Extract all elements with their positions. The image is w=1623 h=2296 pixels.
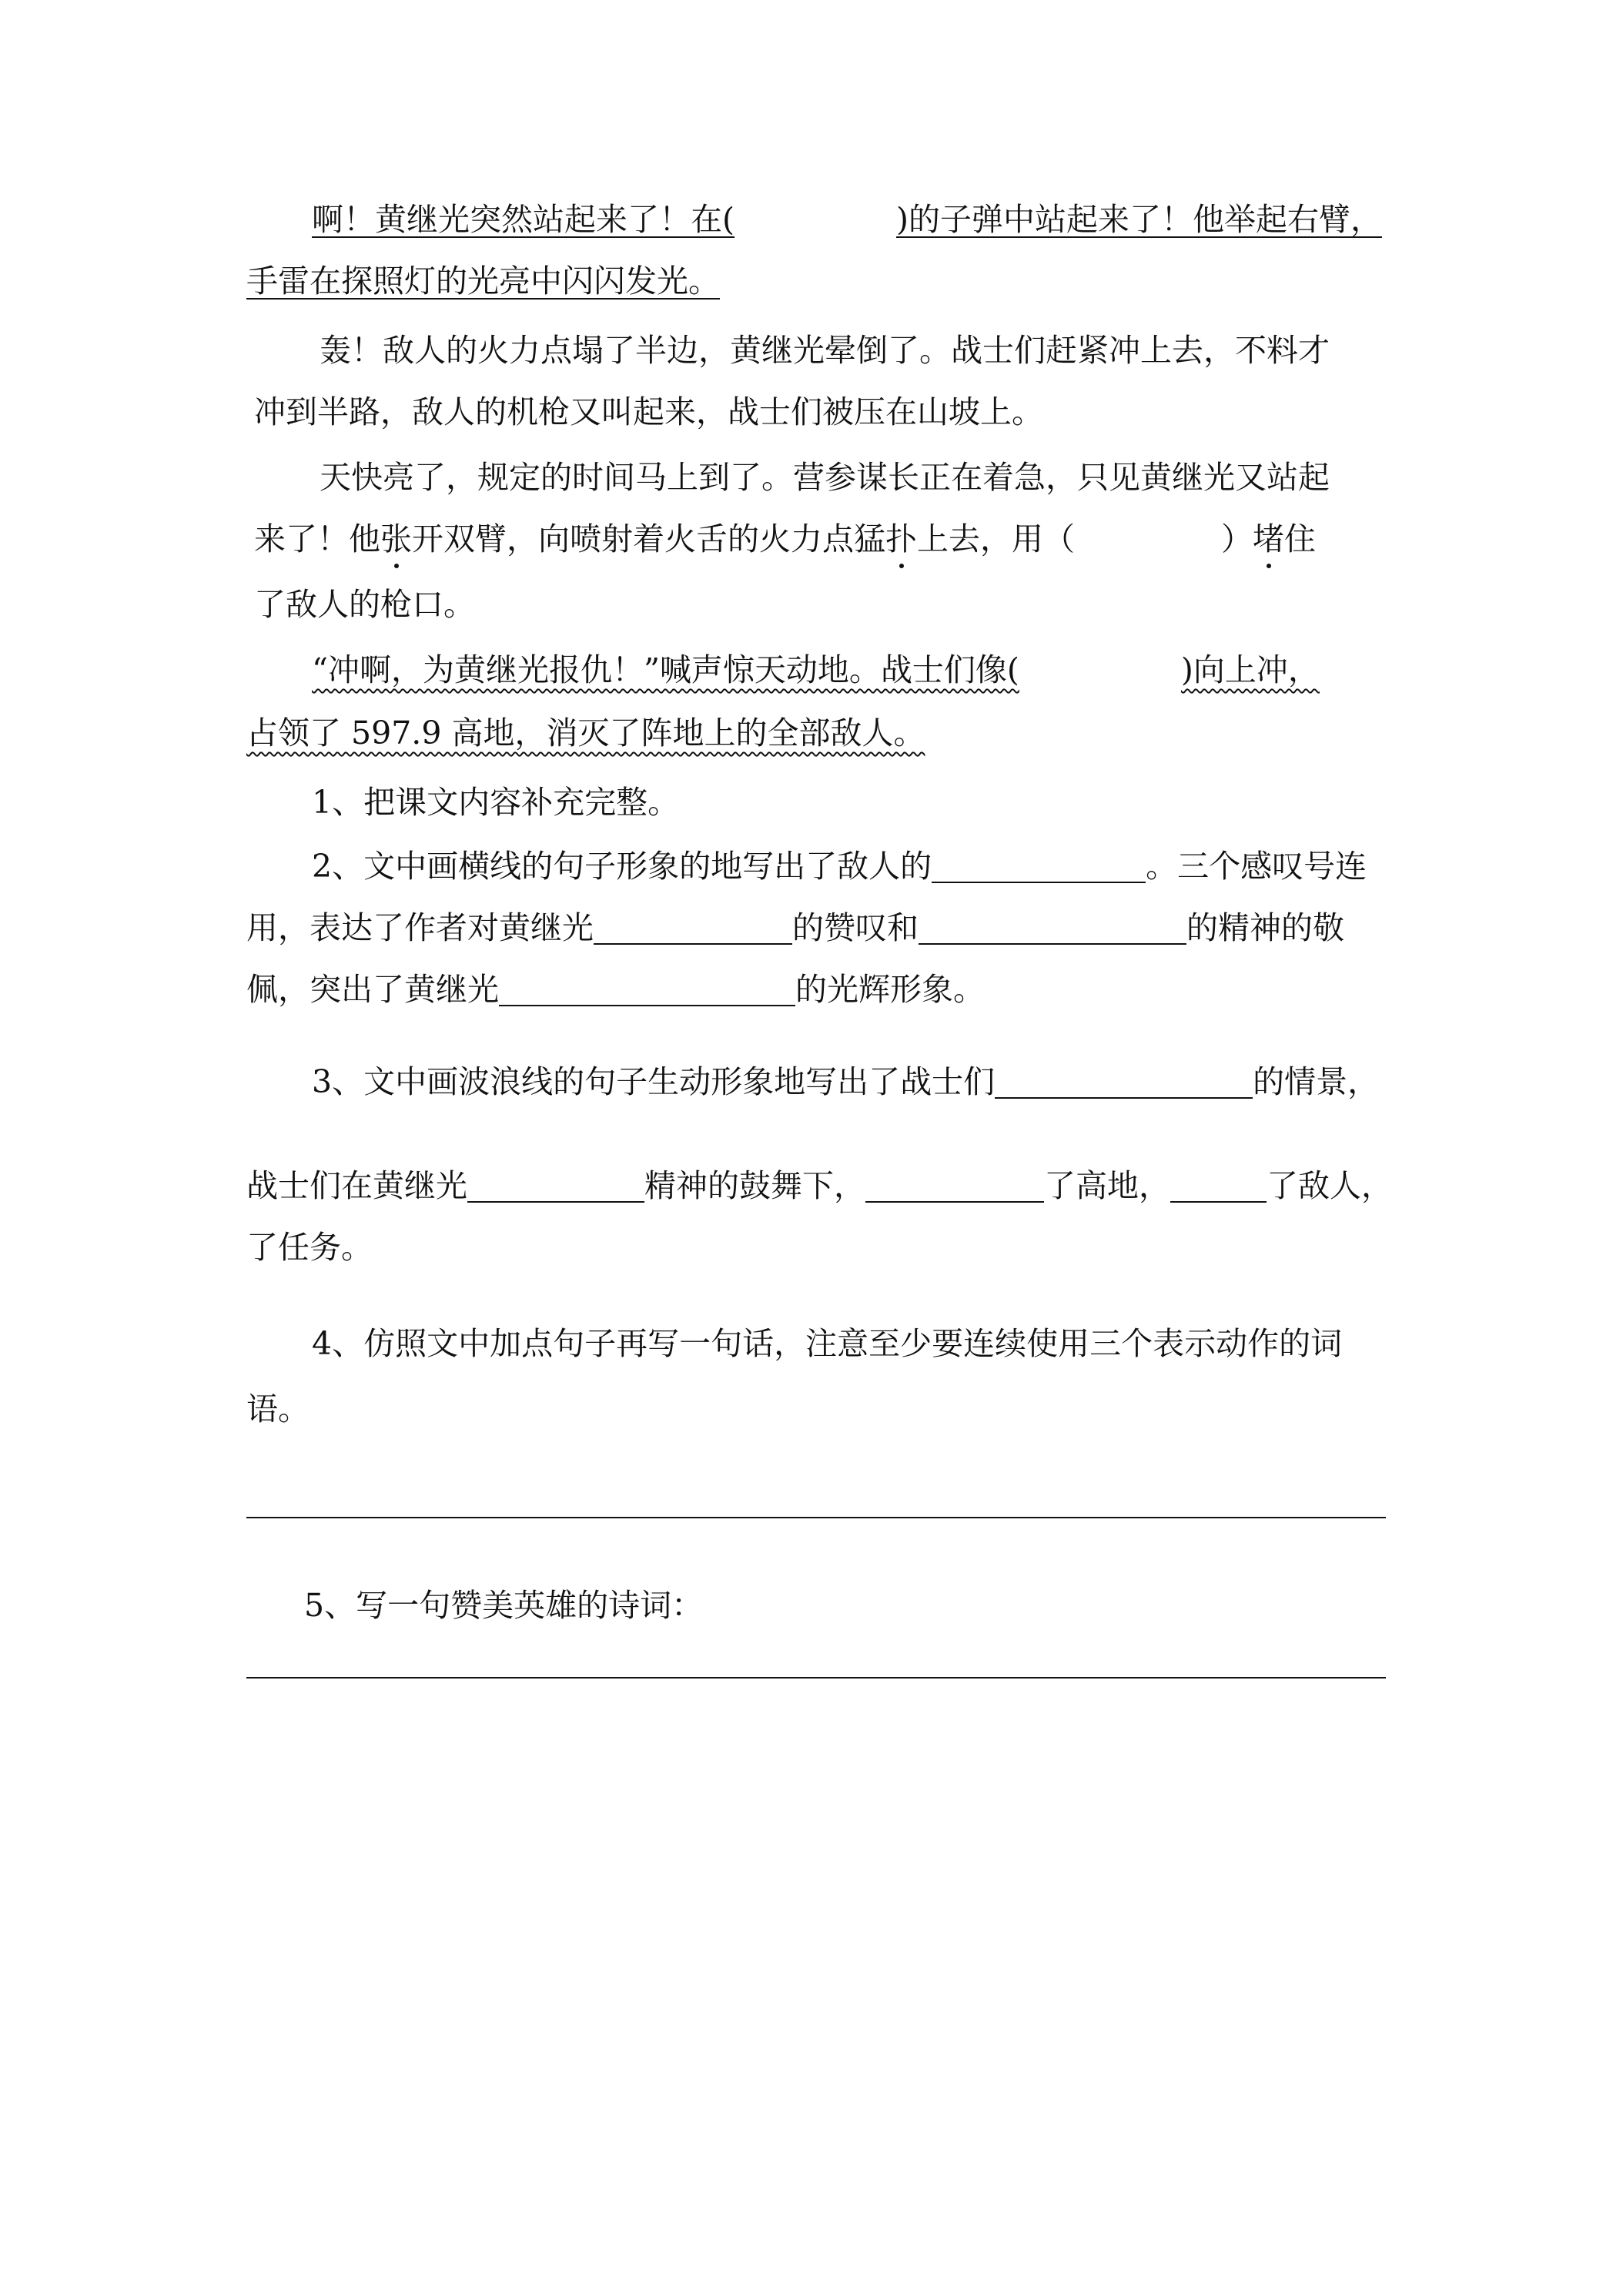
question-4-line2 [246,1386,310,1432]
question-3-blank-4[interactable] [1170,1169,1267,1203]
passage-p3-text-b5: 住 [1284,520,1316,557]
passage-p3-line3 [254,581,475,628]
question-4-text-b: 语。 [246,1391,310,1427]
dotted-word-du: 堵 [1253,516,1284,562]
question-3-text-c: 了任务。 [246,1229,373,1266]
passage-p1-blank[interactable] [735,196,896,243]
question-2-text-c1: 佩，突出了黄继光 [246,971,499,1008]
dotted-word-zhang: 张 [380,516,412,562]
passage-p1-line2 [246,258,720,304]
question-2-line3 [246,966,985,1012]
passage-p4-text-b: 占领了 597.9 高地，消灭了阵地上的全部敌人。 [246,715,925,751]
question-2-line1 [312,843,1367,889]
passage-p3-blank[interactable] [1075,516,1221,562]
passage-p3-text-b2: 开双臂，向喷射着火舌的火力点猛 [412,520,885,557]
passage-p1-text-a: 啊！黄继光突然站起来了！在( [312,201,735,238]
passage-p2-line1 [320,327,1330,373]
passage-p2-line2 [254,389,1043,435]
passage-p3-text-b3: 上去，用（ [917,520,1075,557]
question-2-blank-1[interactable] [932,849,1146,883]
passage-p1-text-c: 手雷在探照灯的光亮中闪闪发光。 [246,263,720,300]
question-3-text-b3: 了高地， [1044,1167,1170,1204]
passage-p1-line1 [312,196,1382,243]
question-2-blank-4[interactable] [499,972,795,1006]
passage-p4-line1 [312,647,1320,693]
passage-p3-line1 [320,454,1330,500]
question-5-text: 5、写一句赞美英雄的诗词： [304,1587,704,1624]
question-2-text-c2: 的光辉形象。 [795,971,985,1008]
question-2-text-b1: 用，表达了作者对黄继光 [246,909,594,946]
question-3-text-b4: 了敌人， [1267,1167,1393,1204]
passage-p2-text-a: 轰！敌人的火力点塌了半边，黄继光晕倒了。战士们赶紧冲上去，不料才 [320,332,1330,369]
question-4-text-a: 4、仿照文中加点句子再写一句话，注意至少要连续使用三个表示动作的词 [312,1325,1343,1362]
dotted-word-pu: 扑 [885,516,917,562]
question-2-text-b3: 的精神的敬 [1186,909,1344,946]
question-3-text-b1: 战士们在黄继光 [246,1167,467,1204]
question-4-answer-line[interactable] [246,1517,1386,1518]
question-2-blank-3[interactable] [919,911,1186,945]
question-5 [304,1582,703,1628]
passage-p3-text-b4: ） [1221,520,1253,557]
passage-p3-text-b1: 来了！他 [254,520,380,557]
question-3-text-b2: 精神的鼓舞下， [644,1167,865,1204]
passage-p4-text-a2: )向上冲， [1180,651,1320,688]
question-2-text-a1: 2、文中画横线的句子形象的地写出了敌人的 [312,848,932,885]
question-3-blank-2[interactable] [467,1169,644,1203]
question-2-blank-2[interactable] [594,911,792,945]
passage-p4-line2 [246,710,925,756]
question-3-line1 [312,1059,1379,1105]
question-3-text-a1: 3、文中画波浪线的句子生动形象地写出了战士们 [312,1063,996,1100]
passage-p1-text-b: )的子弹中站起来了！他举起右臂， [896,201,1382,238]
passage-p3-line2 [254,516,1316,562]
passage-p2-text-b: 冲到半路，敌人的机枪又叫起来，战士们被压在山坡上。 [254,393,1043,430]
question-2-line2 [246,905,1344,951]
question-3-line3 [246,1224,373,1270]
question-3-text-a2: 的情景， [1253,1063,1380,1100]
question-3-blank-3[interactable] [865,1169,1044,1203]
question-1-text: 1、把课文内容补充完整。 [312,784,680,821]
question-3-blank-1[interactable] [995,1065,1253,1099]
passage-p4-blank[interactable] [1019,647,1181,693]
passage-p4-text-a1: “冲啊，为黄继光报仇！”喊声惊天动地。战士们像( [312,651,1019,688]
question-1 [312,779,679,825]
question-3-line2 [246,1163,1393,1209]
question-4-line1 [312,1320,1342,1367]
question-5-answer-line[interactable] [246,1677,1386,1678]
question-2-text-b2: 的赞叹和 [792,909,919,946]
passage-p3-text-a: 天快亮了，规定的时间马上到了。营参谋长正在着急，只见黄继光又站起 [320,459,1330,496]
question-2-text-a2: 。三个感叹号连 [1146,848,1367,885]
passage-p3-text-c: 了敌人的枪口。 [254,586,475,623]
